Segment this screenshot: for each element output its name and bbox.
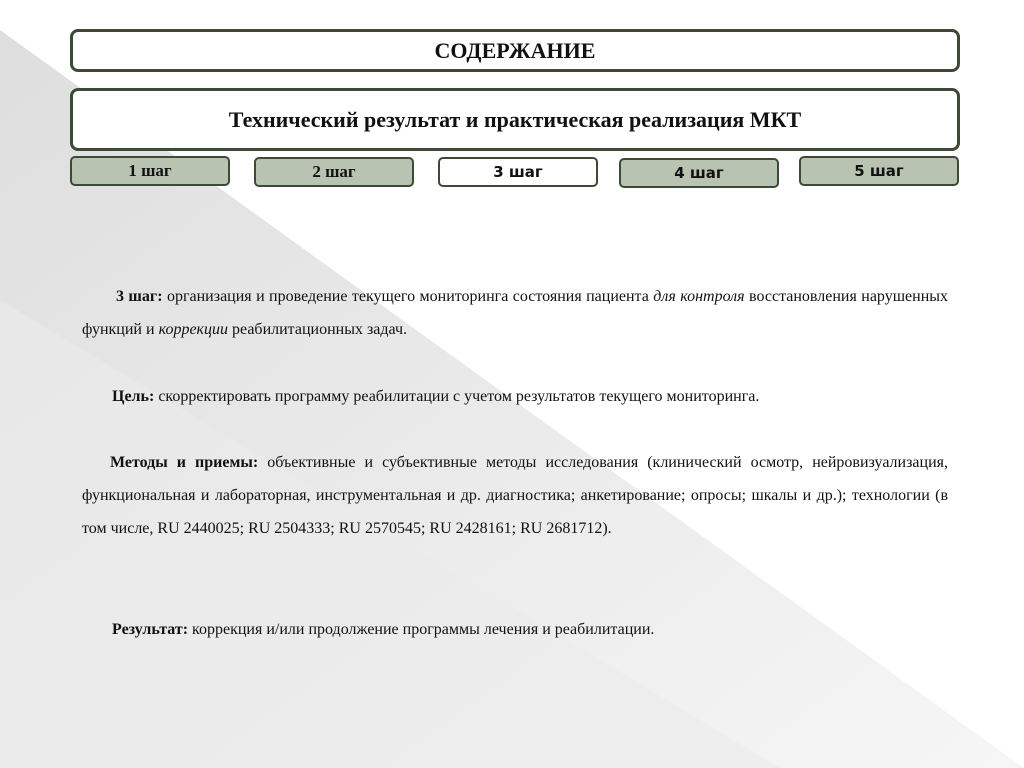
section-subtitle-text: Технический результат и практическая реализация МКТ [228, 106, 802, 132]
page-title-text: СОДЕРЖАНИЕ [434, 37, 596, 63]
methods-paragraph [82, 446, 948, 545]
step-tab-3-active[interactable] [438, 157, 598, 187]
result-paragraph [82, 613, 948, 646]
step-tab-2[interactable] [254, 157, 414, 187]
section-subtitle [70, 88, 960, 151]
goal-paragraph [82, 380, 948, 413]
methods-text: объективные и субъективные методы исследования (клинический осмотр, нейровизуализация, функциональная и лабораторная, инструментальная и др. диагностика; анкетирование; опросы; шкалы и др.); технологии (в том числе, RU 2440025; RU 2504333; RU 2570545; RU 2428161; RU 2681712). [82, 454, 949, 537]
step-text-3: реабилитационных задач. [228, 321, 408, 338]
result-label: Результат: [112, 621, 189, 638]
step-tab-4[interactable] [619, 158, 779, 188]
step-tab-label: 5 шаг [854, 162, 904, 180]
step-tab-label: 1 шаг [128, 161, 172, 180]
step-label: 3 шаг: [116, 288, 163, 305]
goal-text: скорректировать программу реабилитации с учетом результатов текущего мониторинга. [154, 388, 760, 405]
step-description-paragraph [82, 280, 948, 346]
step-text-1: организация и проведение текущего мониторинга состояния пациента [162, 288, 654, 305]
step-tab-label: 4 шаг [674, 164, 724, 182]
step-italic-2: коррекции [158, 321, 229, 338]
step-text-2: восстановления нарушенных функций и [82, 288, 949, 338]
goal-label: Цель: [112, 388, 155, 405]
step-italic-1: для контроля [653, 288, 745, 305]
methods-label: Методы и приемы: [110, 454, 259, 471]
page-title [70, 29, 960, 72]
step-tab-label: 2 шаг [312, 162, 356, 181]
result-text: коррекция и/или продолжение программы лечения и реабилитации. [188, 621, 655, 638]
step-tab-label: 3 шаг [493, 163, 543, 181]
step-tab-1[interactable] [70, 156, 230, 186]
step-tab-5[interactable] [799, 156, 959, 186]
